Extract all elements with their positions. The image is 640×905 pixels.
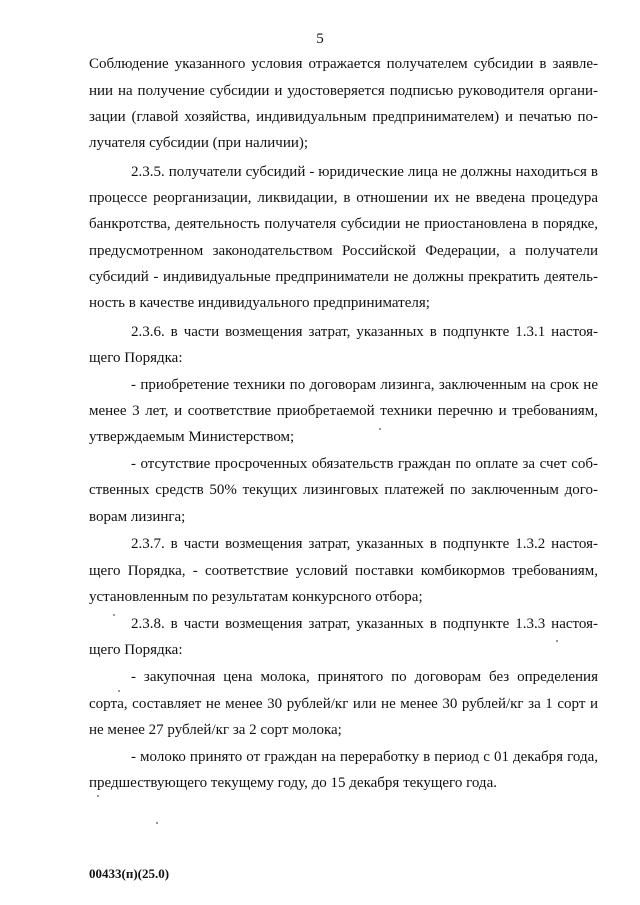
text-line: зации (главой хозяйства, индивидуальным предпринимателем) и печатью по- bbox=[89, 109, 598, 125]
text-line: сорта, составляет не менее 30 рублей/кг или не менее 30 рублей/кг за 1 сорт и bbox=[89, 696, 598, 712]
text-line: нии на получение субсидии и удостоверяется подписью руководителя органи- bbox=[89, 83, 598, 99]
document-code: 00433(п)(25.0) bbox=[89, 866, 170, 881]
text-line: ворам лизинга; bbox=[89, 509, 186, 525]
text-line: ственных средств 50% текущих лизинговых платежей по заключенным дого- bbox=[89, 482, 598, 498]
text-line: утверждаемым Министерством; bbox=[89, 429, 295, 445]
scan-speck bbox=[118, 690, 120, 692]
scan-speck bbox=[156, 822, 158, 824]
scan-speck bbox=[379, 428, 381, 430]
text-line: предусмотренном законодательством Российской Федерации, а получатели bbox=[89, 243, 598, 259]
text-line: процессе реорганизации, ликвидации, в отношении их не введена процедура bbox=[89, 190, 598, 206]
text-line: щего Порядка: bbox=[89, 642, 183, 658]
text-line: щего Порядка, - соответствие условий поставки комбикормов требованиям, bbox=[89, 563, 598, 579]
text-line: - отсутствие просроченных обязательств граждан по оплате за счет соб- bbox=[131, 456, 598, 472]
text-line: 2.3.8. в части возмещения затрат, указанных в подпункте 1.3.3 настоя- bbox=[131, 616, 598, 632]
scan-speck bbox=[113, 614, 115, 616]
text-line: ность в качестве индивидуального предпринимателя; bbox=[89, 295, 430, 311]
text-line: - приобретение техники по договорам лизинга, заключенным на срок не bbox=[131, 377, 598, 393]
text-line: лучателя субсидии (при наличии); bbox=[89, 135, 309, 151]
page-number: 5 bbox=[316, 31, 324, 47]
text-line: 2.3.7. в части возмещения затрат, указанных в подпункте 1.3.2 настоя- bbox=[131, 536, 598, 552]
scan-speck bbox=[556, 640, 558, 642]
text-line: - закупочная цена молока, принятого по договорам без определения bbox=[131, 669, 598, 685]
text-line: Соблюдение указанного условия отражается получателем субсидии в заявле- bbox=[89, 56, 598, 72]
text-line: установленным по результатам конкурсного отбора; bbox=[89, 589, 423, 605]
text-line: 2.3.5. получатели субсидий - юридические лица не должны находиться в bbox=[131, 164, 598, 180]
text-line: 2.3.6. в части возмещения затрат, указанных в подпункте 1.3.1 настоя- bbox=[131, 324, 598, 340]
text-line: предшествующего текущему году, до 15 декабря текущего года. bbox=[89, 775, 497, 791]
text-line: щего Порядка: bbox=[89, 350, 183, 366]
text-line: субсидий - индивидуальные предприниматели не должны прекратить деятель- bbox=[89, 269, 598, 285]
text-line: банкротства, деятельность получателя субсидии не приостановлена в порядке, bbox=[89, 216, 598, 232]
scan-speck bbox=[97, 795, 99, 797]
text-line: - молоко принято от граждан на переработку в период с 01 декабря года, bbox=[131, 749, 598, 765]
text-line: менее 3 лет, и соответствие приобретаемой техники перечню и требованиям, bbox=[89, 403, 598, 419]
text-line: не менее 27 рублей/кг за 2 сорт молока; bbox=[89, 722, 342, 738]
